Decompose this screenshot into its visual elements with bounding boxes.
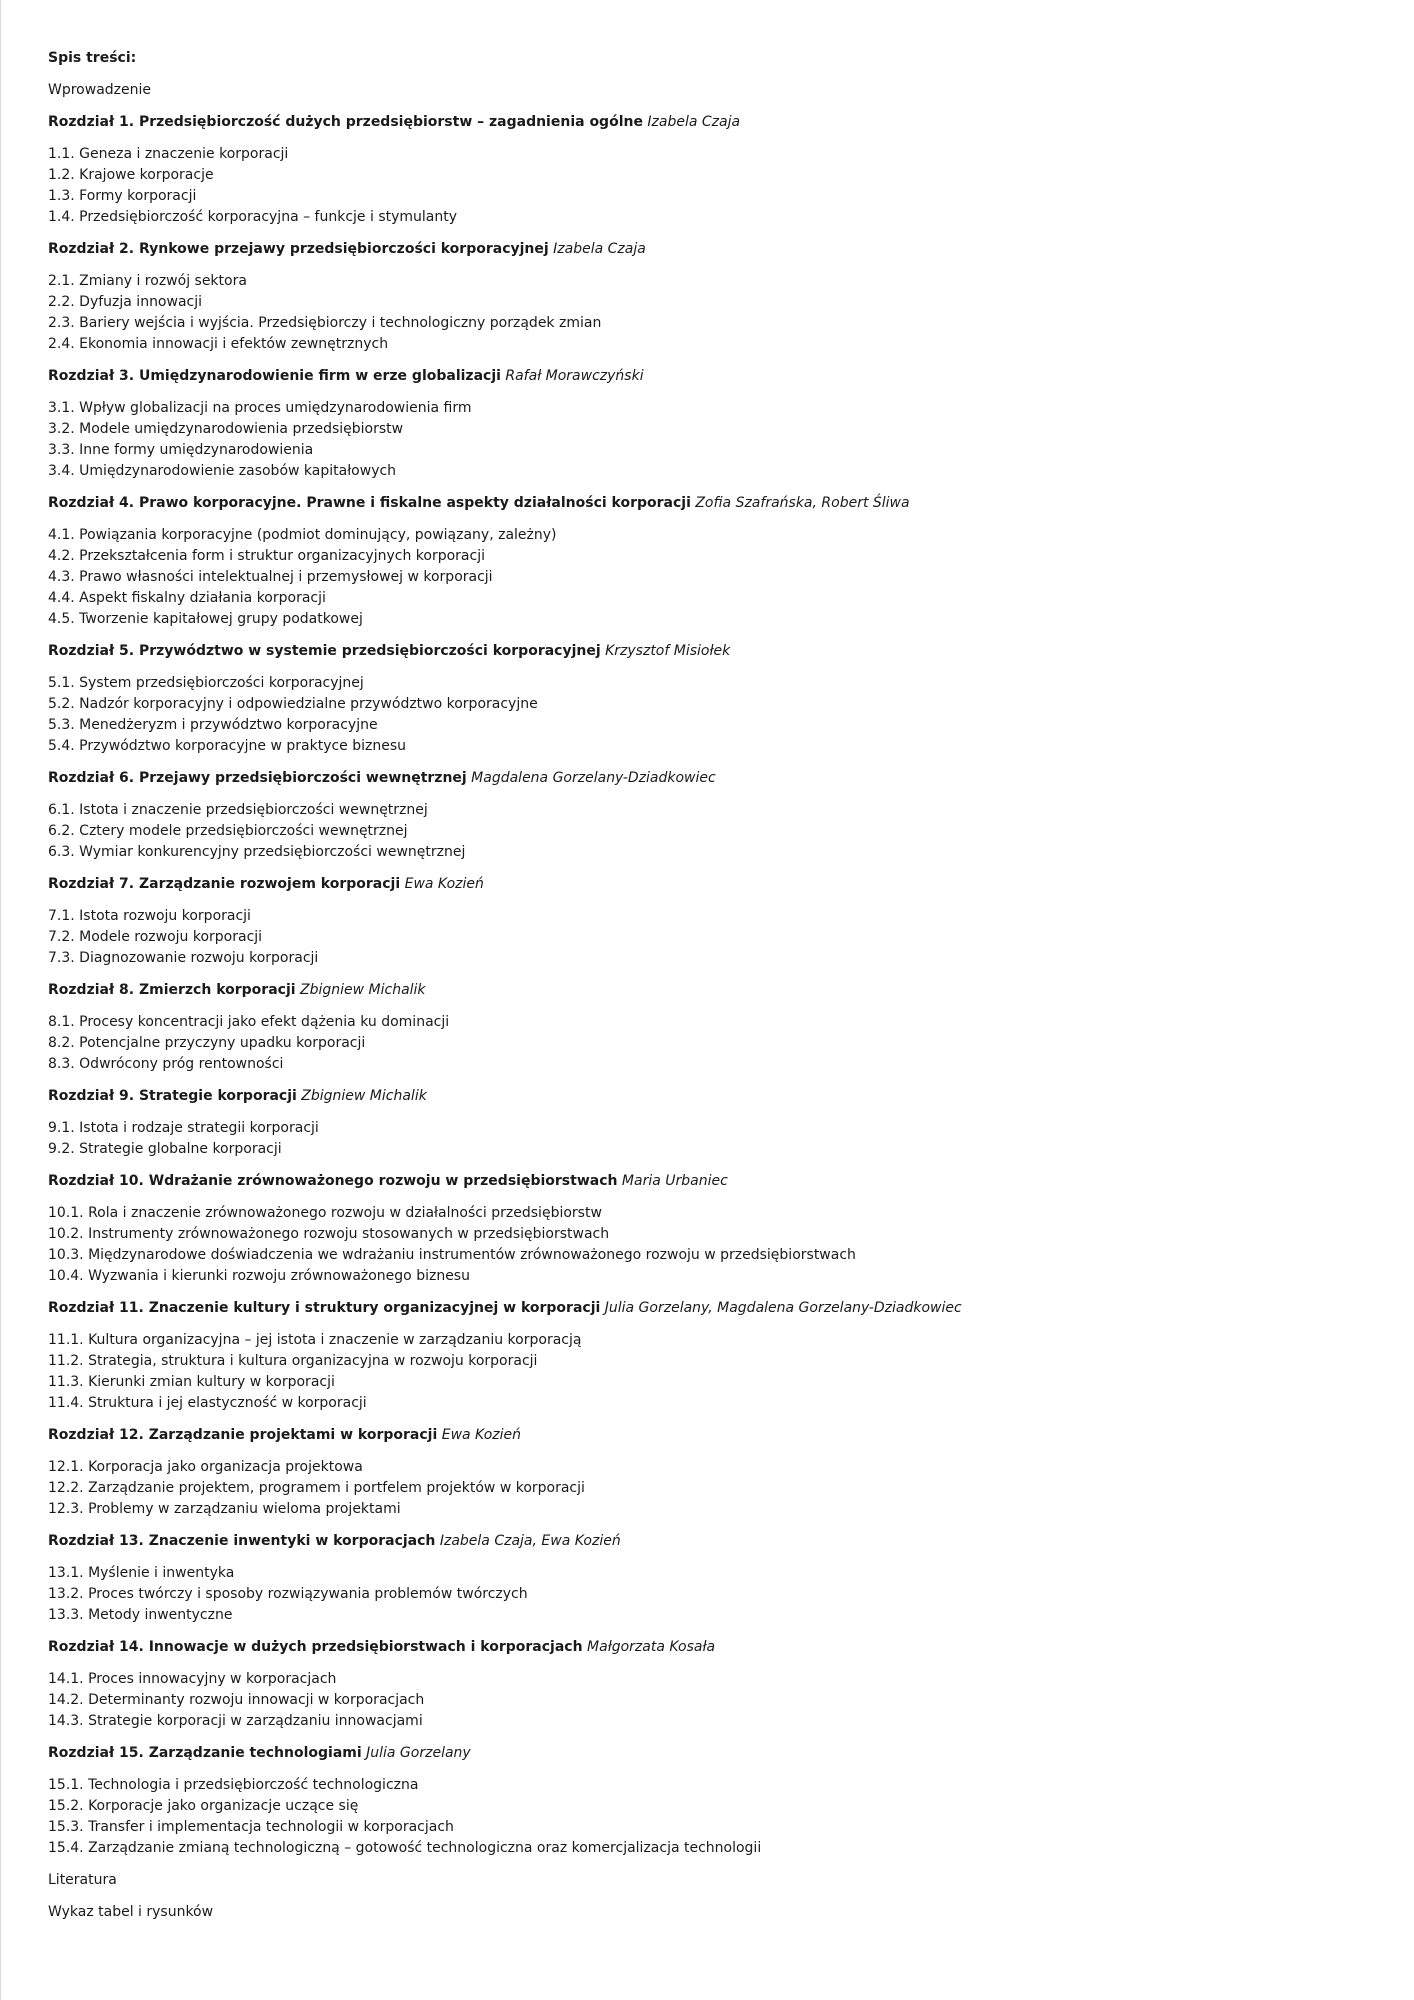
- chapter-title: Rozdział 15. Zarządzanie technologiami: [48, 1745, 362, 1761]
- chapter-author: Julia Gorzelany: [366, 1745, 471, 1761]
- section-item: 5.2. Nadzór korporacyjny i odpowiedzialne przywództwo korporacyjne: [48, 696, 538, 712]
- section-list: [48, 525, 1378, 630]
- chapter-author: Krzysztof Misiołek: [605, 643, 731, 659]
- table-of-contents: [48, 48, 1378, 1934]
- section-item: 12.1. Korporacja jako organizacja projektowa: [48, 1459, 363, 1475]
- section-item: 6.3. Wymiar konkurencyjny przedsiębiorczości wewnętrznej: [48, 844, 466, 860]
- chapter-author: Ewa Kozień: [441, 1427, 522, 1443]
- section-item: 2.4. Ekonomia innowacji i efektów zewnętrznych: [48, 336, 389, 352]
- chapter-block: [48, 1298, 1378, 1414]
- section-item: 11.1. Kultura organizacyjna – jej istota i znaczenie w zarządzaniu korporacją: [48, 1332, 582, 1348]
- section-item: 14.3. Strategie korporacji w zarządzaniu innowacjami: [48, 1713, 423, 1729]
- chapter-block: [48, 1637, 1378, 1732]
- tables-list-entry: Wykaz tabel i rysunków: [48, 1904, 214, 1920]
- section-item: 7.2. Modele rozwoju korporacji: [48, 929, 263, 945]
- chapter-author: Zbigniew Michalik: [301, 1088, 427, 1104]
- chapter-block: [48, 1531, 1378, 1626]
- section-list: [48, 1118, 1378, 1160]
- chapter-block: [48, 1743, 1378, 1859]
- section-item: 3.2. Modele umiędzynarodowienia przedsiębiorstw: [48, 421, 404, 437]
- chapter-heading: [48, 1171, 1378, 1192]
- section-item: 13.2. Proces twórczy i sposoby rozwiązywania problemów twórczych: [48, 1586, 528, 1602]
- chapter-title: Rozdział 9. Strategie korporacji: [48, 1088, 297, 1104]
- section-item: 9.1. Istota i rodzaje strategii korporacji: [48, 1120, 319, 1136]
- section-list: [48, 1669, 1378, 1732]
- chapter-title: Rozdział 12. Zarządzanie projektami w korporacji: [48, 1427, 438, 1443]
- section-list: [48, 906, 1378, 969]
- chapter-author: Zofia Szafrańska, Robert Śliwa: [695, 495, 910, 511]
- chapter-title: Rozdział 11. Znaczenie kultury i struktury organizacyjnej w korporacji: [48, 1300, 601, 1316]
- chapter-title: Rozdział 1. Przedsiębiorczość dużych przedsiębiorstw – zagadnienia ogólne: [48, 114, 643, 130]
- chapter-block: [48, 874, 1378, 969]
- section-item: 3.3. Inne formy umiędzynarodowienia: [48, 442, 314, 458]
- chapter-block: [48, 980, 1378, 1075]
- chapter-title: Rozdział 8. Zmierzch korporacji: [48, 982, 296, 998]
- chapter-heading: [48, 1743, 1378, 1764]
- chapter-heading: [48, 493, 1378, 514]
- section-item: 12.2. Zarządzanie projektem, programem i portfelem projektów w korporacji: [48, 1480, 585, 1496]
- chapter-block: [48, 641, 1378, 757]
- chapter-heading: [48, 874, 1378, 895]
- section-item: 10.1. Rola i znaczenie zrównoważonego rozwoju w działalności przedsiębiorstw: [48, 1205, 602, 1221]
- section-item: 13.3. Metody inwentyczne: [48, 1607, 233, 1623]
- chapter-block: [48, 768, 1378, 863]
- literature-entry: Literatura: [48, 1872, 117, 1888]
- chapter-block: [48, 239, 1378, 355]
- chapter-title: Rozdział 5. Przywództwo w systemie przedsiębiorczości korporacyjnej: [48, 643, 601, 659]
- chapter-title: Rozdział 10. Wdrażanie zrównoważonego rozwoju w przedsiębiorstwach: [48, 1173, 618, 1189]
- section-item: 5.1. System przedsiębiorczości korporacyjnej: [48, 675, 364, 691]
- chapter-heading: [48, 366, 1378, 387]
- chapter-block: [48, 493, 1378, 630]
- section-item: 10.3. Międzynarodowe doświadczenia we wdrażaniu instrumentów zrównoważonego rozwoju w przedsiębiorstwach: [48, 1247, 856, 1263]
- section-item: 11.4. Struktura i jej elastyczność w korporacji: [48, 1395, 367, 1411]
- chapter-title: Rozdział 4. Prawo korporacyjne. Prawne i fiskalne aspekty działalności korporacji: [48, 495, 691, 511]
- section-list: [48, 800, 1378, 863]
- section-item: 15.1. Technologia i przedsiębiorczość technologiczna: [48, 1777, 419, 1793]
- chapters-list: [48, 112, 1378, 1859]
- section-list: [48, 673, 1378, 757]
- section-item: 7.3. Diagnozowanie rozwoju korporacji: [48, 950, 319, 966]
- chapter-heading: [48, 1637, 1378, 1658]
- chapter-title: Rozdział 3. Umiędzynarodowienie firm w erze globalizacji: [48, 368, 501, 384]
- section-item: 6.1. Istota i znaczenie przedsiębiorczości wewnętrznej: [48, 802, 428, 818]
- section-item: 3.4. Umiędzynarodowienie zasobów kapitałowych: [48, 463, 397, 479]
- chapter-block: [48, 112, 1378, 228]
- section-item: 13.1. Myślenie i inwentyka: [48, 1565, 235, 1581]
- chapter-author: Izabela Czaja: [647, 114, 741, 130]
- section-item: 4.1. Powiązania korporacyjne (podmiot dominujący, powiązany, zależny): [48, 527, 557, 543]
- section-item: 8.2. Potencjalne przyczyny upadku korporacji: [48, 1035, 366, 1051]
- section-item: 1.1. Geneza i znaczenie korporacji: [48, 146, 289, 162]
- section-item: 6.2. Cztery modele przedsiębiorczości wewnętrznej: [48, 823, 408, 839]
- section-item: 1.3. Formy korporacji: [48, 188, 197, 204]
- chapter-heading: [48, 239, 1378, 260]
- toc-heading: Spis treści:: [48, 50, 137, 66]
- section-item: 10.2. Instrumenty zrównoważonego rozwoju stosowanych w przedsiębiorstwach: [48, 1226, 610, 1242]
- chapter-heading: [48, 1531, 1378, 1552]
- section-item: 5.4. Przywództwo korporacyjne w praktyce biznesu: [48, 738, 407, 754]
- section-list: [48, 1203, 1378, 1287]
- chapter-author: Zbigniew Michalik: [300, 982, 426, 998]
- section-item: 11.3. Kierunki zmian kultury w korporacji: [48, 1374, 335, 1390]
- section-list: [48, 271, 1378, 355]
- chapter-author: Izabela Czaja, Ewa Kozień: [439, 1533, 621, 1549]
- chapter-block: [48, 1171, 1378, 1287]
- section-item: 8.3. Odwrócony próg rentowności: [48, 1056, 284, 1072]
- chapter-title: Rozdział 2. Rynkowe przejawy przedsiębiorczości korporacyjnej: [48, 241, 549, 257]
- section-item: 3.1. Wpływ globalizacji na proces umiędzynarodowienia firm: [48, 400, 472, 416]
- chapter-heading: [48, 112, 1378, 133]
- chapter-author: Maria Urbaniec: [621, 1173, 728, 1189]
- chapter-heading: [48, 1425, 1378, 1446]
- section-item: 7.1. Istota rozwoju korporacji: [48, 908, 251, 924]
- chapter-heading: [48, 1086, 1378, 1107]
- section-item: 15.4. Zarządzanie zmianą technologiczną – gotowość technologiczna oraz komercjalizacja technologii: [48, 1840, 762, 1856]
- section-list: [48, 398, 1378, 482]
- chapter-title: Rozdział 6. Przejawy przedsiębiorczości wewnętrznej: [48, 770, 467, 786]
- section-item: 4.3. Prawo własności intelektualnej i przemysłowej w korporacji: [48, 569, 493, 585]
- section-item: 14.1. Proces innowacyjny w korporacjach: [48, 1671, 337, 1687]
- section-list: [48, 1012, 1378, 1075]
- chapter-title: Rozdział 13. Znaczenie inwentyki w korporacjach: [48, 1533, 436, 1549]
- section-item: 15.2. Korporacje jako organizacje uczące się: [48, 1798, 359, 1814]
- chapter-title: Rozdział 14. Innowacje w dużych przedsiębiorstwach i korporacjach: [48, 1639, 583, 1655]
- section-item: 1.4. Przedsiębiorczość korporacyjna – funkcje i stymulanty: [48, 209, 458, 225]
- section-item: 2.3. Bariery wejścia i wyjścia. Przedsiębiorczy i technologiczny porządek zmian: [48, 315, 602, 331]
- chapter-heading: [48, 641, 1378, 662]
- chapter-block: [48, 1425, 1378, 1520]
- section-list: [48, 1775, 1378, 1859]
- section-item: 5.3. Menedżeryzm i przywództwo korporacyjne: [48, 717, 378, 733]
- section-item: 12.3. Problemy w zarządzaniu wieloma projektami: [48, 1501, 401, 1517]
- chapter-author: Magdalena Gorzelany-Dziadkowiec: [471, 770, 716, 786]
- section-item: 11.2. Strategia, struktura i kultura organizacyjna w rozwoju korporacji: [48, 1353, 538, 1369]
- section-list: [48, 1563, 1378, 1626]
- section-item: 2.2. Dyfuzja innowacji: [48, 294, 203, 310]
- chapter-title: Rozdział 7. Zarządzanie rozwojem korporacji: [48, 876, 401, 892]
- chapter-block: [48, 1086, 1378, 1160]
- section-list: [48, 1330, 1378, 1414]
- section-item: 4.4. Aspekt fiskalny działania korporacji: [48, 590, 326, 606]
- section-item: 2.1. Zmiany i rozwój sektora: [48, 273, 247, 289]
- chapter-author: Izabela Czaja: [553, 241, 646, 257]
- chapter-author: Rafał Morawczyński: [505, 368, 644, 384]
- section-item: 10.4. Wyzwania i kierunki rozwoju zrównoważonego biznesu: [48, 1268, 470, 1284]
- section-item: 1.2. Krajowe korporacje: [48, 167, 214, 183]
- chapter-author: Julia Gorzelany, Magdalena Gorzelany-Dziadkowiec: [604, 1300, 962, 1316]
- chapter-block: [48, 366, 1378, 482]
- chapter-heading: [48, 1298, 1378, 1319]
- section-item: 9.2. Strategie globalne korporacji: [48, 1141, 282, 1157]
- section-item: 4.5. Tworzenie kapitałowej grupy podatkowej: [48, 611, 363, 627]
- section-item: 4.2. Przekształcenia form i struktur organizacyjnych korporacji: [48, 548, 485, 564]
- chapter-author: Małgorzata Kosała: [587, 1639, 716, 1655]
- intro-entry: Wprowadzenie: [48, 82, 151, 98]
- chapter-author: Ewa Kozień: [404, 876, 484, 892]
- section-list: [48, 144, 1378, 228]
- section-item: 14.2. Determinanty rozwoju innowacji w korporacjach: [48, 1692, 425, 1708]
- section-item: 8.1. Procesy koncentracji jako efekt dążenia ku dominacji: [48, 1014, 450, 1030]
- section-list: [48, 1457, 1378, 1520]
- section-item: 15.3. Transfer i implementacja technologii w korporacjach: [48, 1819, 454, 1835]
- chapter-heading: [48, 980, 1378, 1001]
- chapter-heading: [48, 768, 1378, 789]
